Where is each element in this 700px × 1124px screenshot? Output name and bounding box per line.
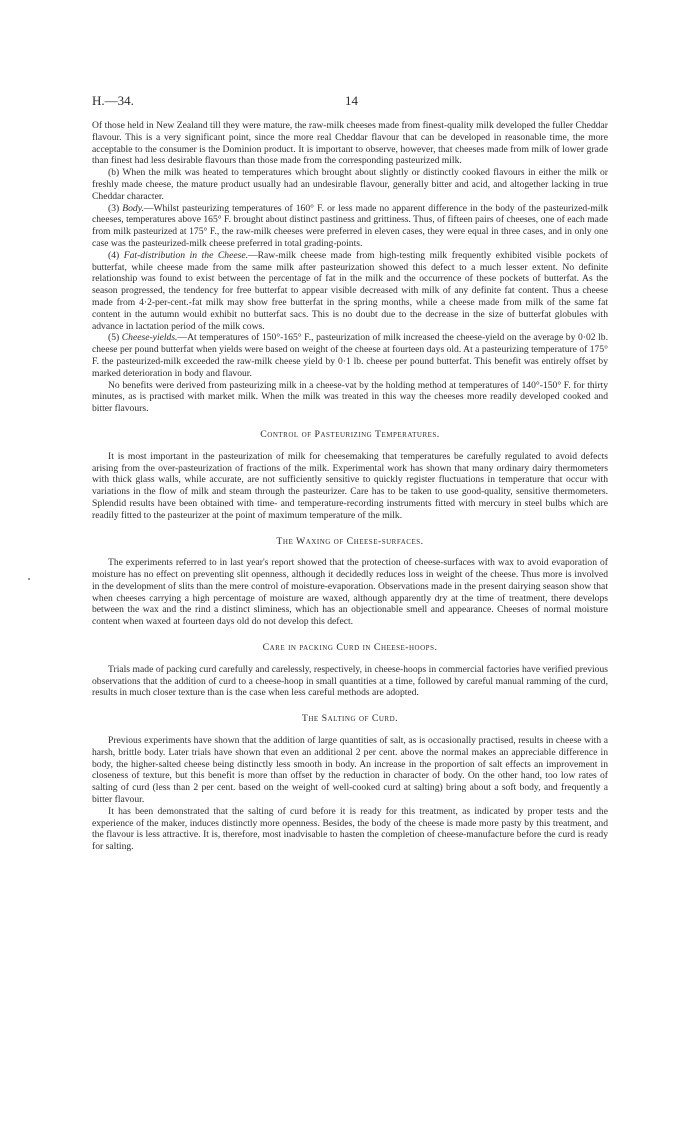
page-number: 14	[345, 93, 358, 108]
margin-speck	[28, 578, 30, 580]
paragraph-fat-distribution	[92, 250, 608, 333]
body-text	[92, 120, 608, 853]
item-number: (b)	[108, 167, 120, 179]
paragraph-holding-method: No benefits were derived from pasteurizing milk in a cheese-vat by the holding method at temperatures of 140°-150° F. for thirty minutes, as is practised with market milk. When the milk was treated in this way the cheeses more readily developed cooked and bitter flavours.	[92, 379, 608, 415]
item-number: (4)	[108, 249, 120, 261]
paragraph-body	[92, 203, 608, 250]
paragraph-text: —Raw-milk cheese made from high-testing milk frequently exhibited visible pockets of butterfat, while cheese made from the same milk after pasteurization showed this defect to a much lesser extent. No definite relationship was found to exist between the percentage of fat in the milk and the occurrence of these pockets of butterfat. As the season progressed, the tendency for free butterfat to appear visible decreased with milk of any definite fat content. Thus a cheese made from 4·2-per-cent.-fat milk may show free butterfat in the spring months, while a cheese made from milk of the same fat content in the autumn would exhibit no butterfat sacs. This is no doubt due to the decrease in the size of butterfat globules with advance in lactation period of the milk cows.	[92, 249, 608, 332]
paragraph-flavour-summary: Of those held in New Zealand till they were mature, the raw-milk cheeses made from finest-quality milk developed the fuller Cheddar flavour. This is a very significant point, since the more real Cheddar flavour that can be developed in reasonable time, the more acceptable to the consumer is the Dominion product. It is important to observe, however, that cheeses made from milk of lower grade than finest had less desirable flavours than those made from the corresponding pasteurized milk.	[92, 120, 608, 167]
lead-term: Fat-distribution in the Cheese.	[123, 249, 249, 261]
paragraph-cheese-yields	[92, 332, 608, 379]
paragraph-cooked-flavours	[92, 167, 608, 202]
item-number: (3)	[108, 202, 120, 214]
section-heading-waxing: The Waxing of Cheese-surfaces.	[276, 535, 424, 547]
section-heading-packing-curd: Care in packing Curd in Cheese-hoops.	[262, 642, 438, 654]
paragraph-text: —At temperatures of 150°-165° F., pasteurization of milk increased the cheese-yield on the average by 0·02 lb. cheese per pound butterfat when yields were based on weight of the cheese at fourteen days old. At a pasteurizing temperature of 175° F. the pasteurized-milk exceeded the raw-milk cheese yield by 0·1 lb. cheese per pound butterfat. This benefit was entirely offset by marked deterioration in body and flavour.	[92, 332, 608, 379]
paragraph-text: When the milk was heated to temperatures which brought about slightly or distinctly cooked flavours in either the milk or freshly made cheese, the mature product usually had an undesirable flavour, generally bitter and acid, and altogether lacking in true Cheddar character.	[92, 167, 608, 202]
running-header	[92, 93, 608, 109]
lead-term: Cheese-yields.	[121, 332, 178, 344]
document-reference: H.—34.	[92, 93, 134, 108]
section-heading-pasteurizing-temperatures: Control of Pasteurizing Temperatures.	[260, 428, 440, 440]
paragraph-waxing: The experiments referred to in last year's report showed that the protection of cheese-surfaces with wax to avoid evaporation of moisture has no effect on preventing slit openness, although it decidedly reduces loss in weight of the cheese. Thus more is involved in the development of slits than the mere control of moisture-evaporation. Observations made in the present dairying season show that when cheeses carrying a high percentage of moisture are waxed, although apparently dry at the time of treatment, there develops between the wax and the rind a distinct sliminess, which has an objectionable smell and appearance. Cheeses of normal moisture content when waxed at fourteen days old do not develop this defect.	[92, 557, 608, 628]
paragraph-packing-curd: Trials made of packing curd carefully and carelessly, respectively, in cheese-hoops in commercial factories have verified previous observations that the addition of curd to a cheese-hoop in small quantities at a time, followed by careful manual ramming of the curd, results in much closer texture than is the case when less careful methods are adopted.	[92, 663, 608, 699]
paragraph-pasteurizing-temperatures: It is most important in the pasteurization of milk for cheesemaking that temperatures be carefully regulated to avoid defects arising from the over-pasteurization of fractions of the milk. Experimental work has shown that many ordinary dairy thermometers with thick glass walls, while accurate, are not sufficiently sensitive to quickly register fluctuations in temperature that occur with variations in the flow of milk and steam through the pasteurizer. Care has to be taken to use good-quality, sensitive thermometers. Splendid results have been obtained with time- and temperature-recording instruments fitted with mercury in steel bulbs which are readily fitted to the pasteurizer at the point of maximum temperature of the milk.	[92, 450, 608, 521]
section-heading-salting: The Salting of Curd.	[301, 713, 399, 725]
paragraph-text: —Whilst pasteurizing temperatures of 160° F. or less made no apparent difference in the body of the pasteurized-milk cheeses, temperatures above 165° F. brought about distinct pastiness and grittiness. Thus, of fifteen pairs of cheeses, one of each made from milk pasteurized at 175° F., the raw-milk cheeses were preferred in eleven cases, they were equal in three cases, and in only one case was the pasteurized-milk cheese preferred in total grading-points.	[92, 202, 608, 249]
item-number: (5)	[108, 332, 120, 344]
paragraph-salting-timing: It has been demonstrated that the salting of curd before it is ready for this treatment, as indicated by proper tests and the experience of the maker, induces distinctly more openness. Besides, the body of the cheese is made more pasty by this treatment, and the flavour is less attractive. It is, therefore, most inadvisable to hasten the completion of cheese-manufacture before the curd is ready for salting.	[92, 805, 608, 853]
paragraph-salting-effects: Previous experiments have shown that the addition of large quantities of salt, as is occasionally practised, results in cheese with a harsh, brittle body. Later trials have shown that even an additional 2 per cent. above the normal makes an appreciable difference in body, the higher-salted cheese being distinctly less smooth in body. An increase in the proportion of salt effects an improvement in closeness of texture, but this benefit is more than offset by the reduction in character of body. On the other hand, too low rates of salting of curd (less than 2 per cent. based on the weight of well-cooked curd at salting) bring about a soft body, and frequently a bitter flavour.	[92, 735, 608, 806]
lead-term: Body.	[122, 202, 144, 214]
